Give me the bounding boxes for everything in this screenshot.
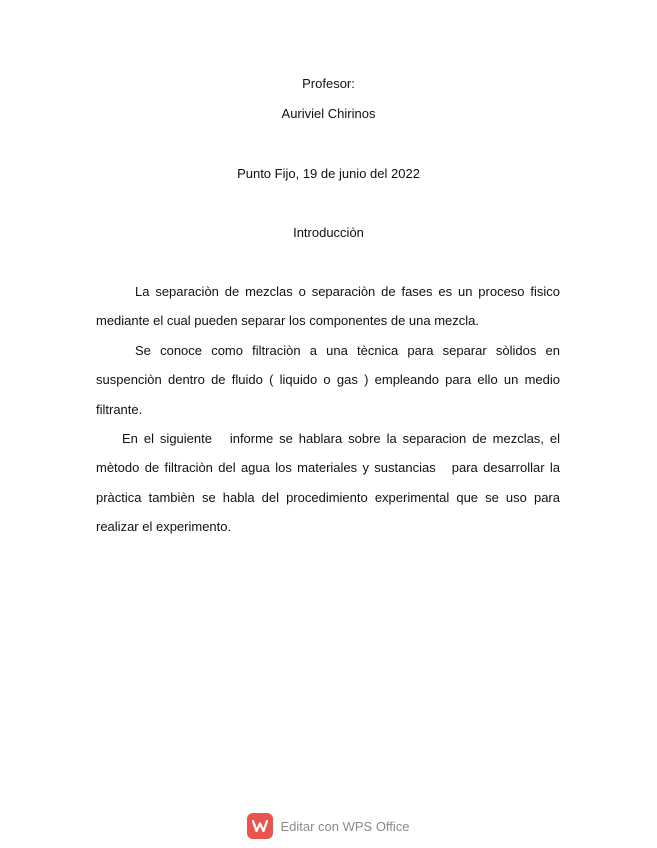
document-body [96,277,564,542]
professor-name: Auriviel Chirinos [281,106,376,121]
section-title: Introducciòn [293,225,364,240]
paragraph-2: Se conoce como filtraciòn a una tècnica para separar sòlidos en suspenciòn dentro de fluido ( liquido o gas ) empleando para ello un medio filtrante. [96,342,560,417]
paragraph-3: En el siguiente informe se hablara sobre la separacion de mezclas, el mètodo de filtraciòn del agua los materiales y sustancias para desarrollar la pràctica tambièn se habla del procedimiento experimental que se uso para realizar el experimento. [96,431,564,535]
place-date: Punto Fijo, 19 de junio del 2022 [237,166,420,181]
wps-office-logo-icon [247,813,273,839]
paragraph-1: La separaciòn de mezclas o separaciòn de fases es un proceso fisico mediante el cual pueden separar los componentes de una mezcla. [96,284,560,329]
professor-label: Profesor: [302,76,355,91]
wps-office-label[interactable]: Editar con WPS Office [280,818,410,834]
wps-office-footer[interactable] [0,812,657,840]
